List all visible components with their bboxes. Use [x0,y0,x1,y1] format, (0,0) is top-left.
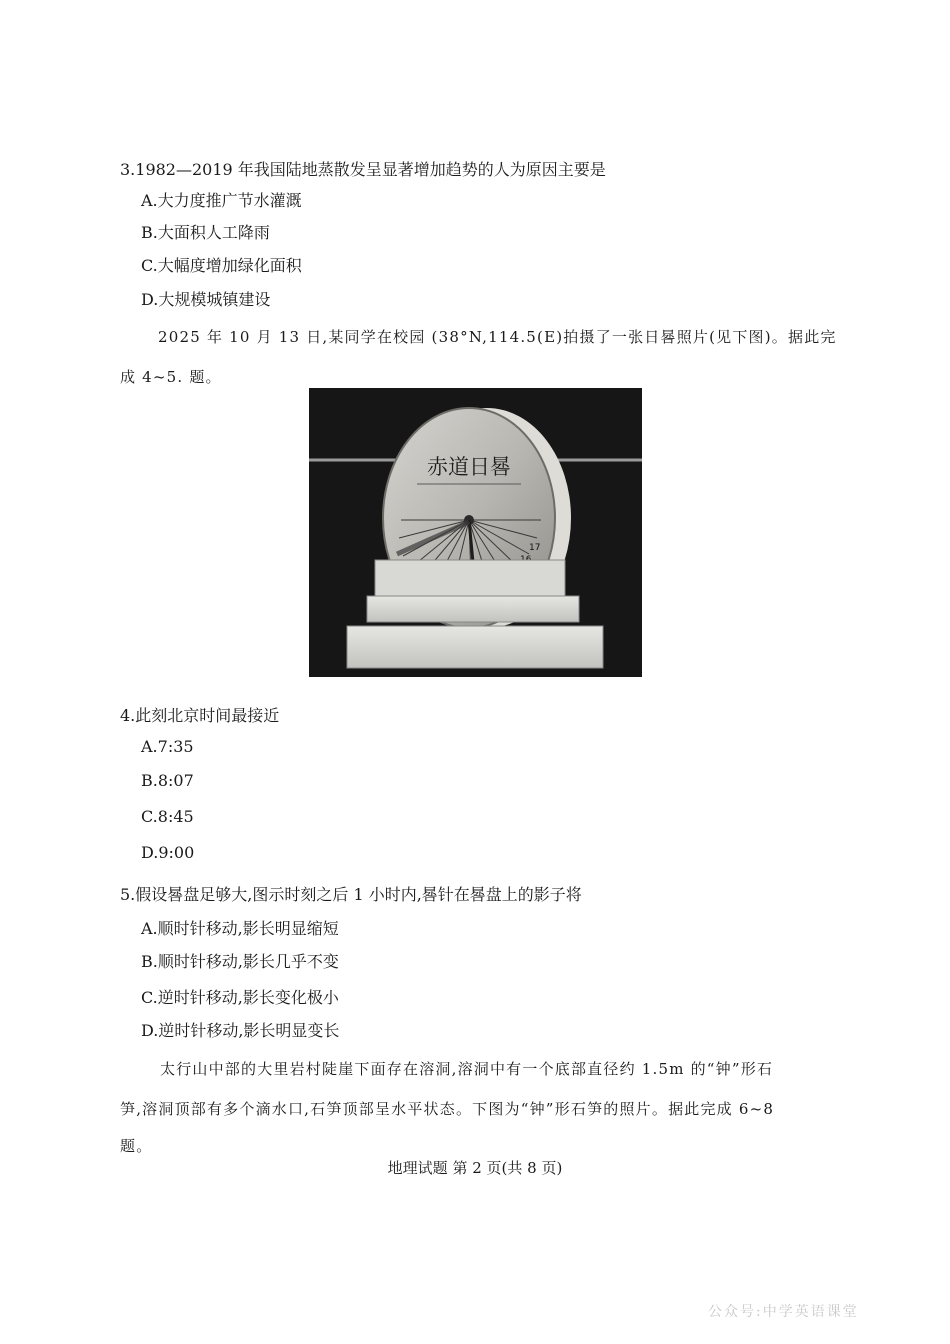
question-5-option-c: C.逆时针移动,影长变化极小 [141,988,339,1007]
intro-6-8-line1: 太行山中部的大里岩村陡崖下面存在溶洞,溶洞中有一个底部直径约 1.5m 的“钟”形石 [160,1060,774,1078]
sundial-photo [309,388,642,677]
page-footer: 地理试题 第 2 页(共 8 页) [387,1159,563,1177]
intro-6-8-line2: 笋,溶洞顶部有多个滴水口,石笋顶部呈水平状态。下图为“钟”形石笋的照片。据此完成 6~8 [120,1100,775,1118]
question-3-option-b: B.大面积人工降雨 [141,223,270,242]
question-3-option-a: A.大力度推广节水灌溉 [141,191,302,210]
question-5-option-d: D.逆时针移动,影长明显变长 [141,1021,340,1040]
question-4-option-b: B.8:07 [141,771,194,790]
intro-4-5-line2: 成 4~5. 题。 [120,368,222,386]
sundial-plate-title: 赤道日晷 [427,455,511,479]
question-3-option-c: C.大幅度增加绿化面积 [141,256,302,275]
intro-4-5-line1: 2025 年 10 月 13 日,某同学在校园 (38°N,114.5(E)拍摄了一张日晷照片(见下图)。据此完 [158,328,837,346]
question-4-option-a: A.7:35 [141,737,194,756]
question-4-option-c: C.8:45 [141,807,194,826]
question-3-stem: 3.1982—2019 年我国陆地蒸散发呈显著增加趋势的人为原因主要是 [120,160,606,179]
watermark: 公众号:中学英语课堂 [708,1304,859,1320]
question-5-option-a: A.顺时针移动,影长明显缩短 [141,919,339,938]
question-4-option-d: D.9:00 [141,843,195,862]
question-5-option-b: B.顺时针移动,影长几乎不变 [141,952,339,971]
question-5-stem: 5.假设晷盘足够大,图示时刻之后 1 小时内,晷针在晷盘上的影子将 [120,885,582,904]
question-3-option-d: D.大规模城镇建设 [141,290,271,309]
hour-mark-17: 17 [529,543,541,553]
intro-6-8-line3: 题。 [120,1137,153,1155]
question-4-stem: 4.此刻北京时间最接近 [120,706,280,725]
